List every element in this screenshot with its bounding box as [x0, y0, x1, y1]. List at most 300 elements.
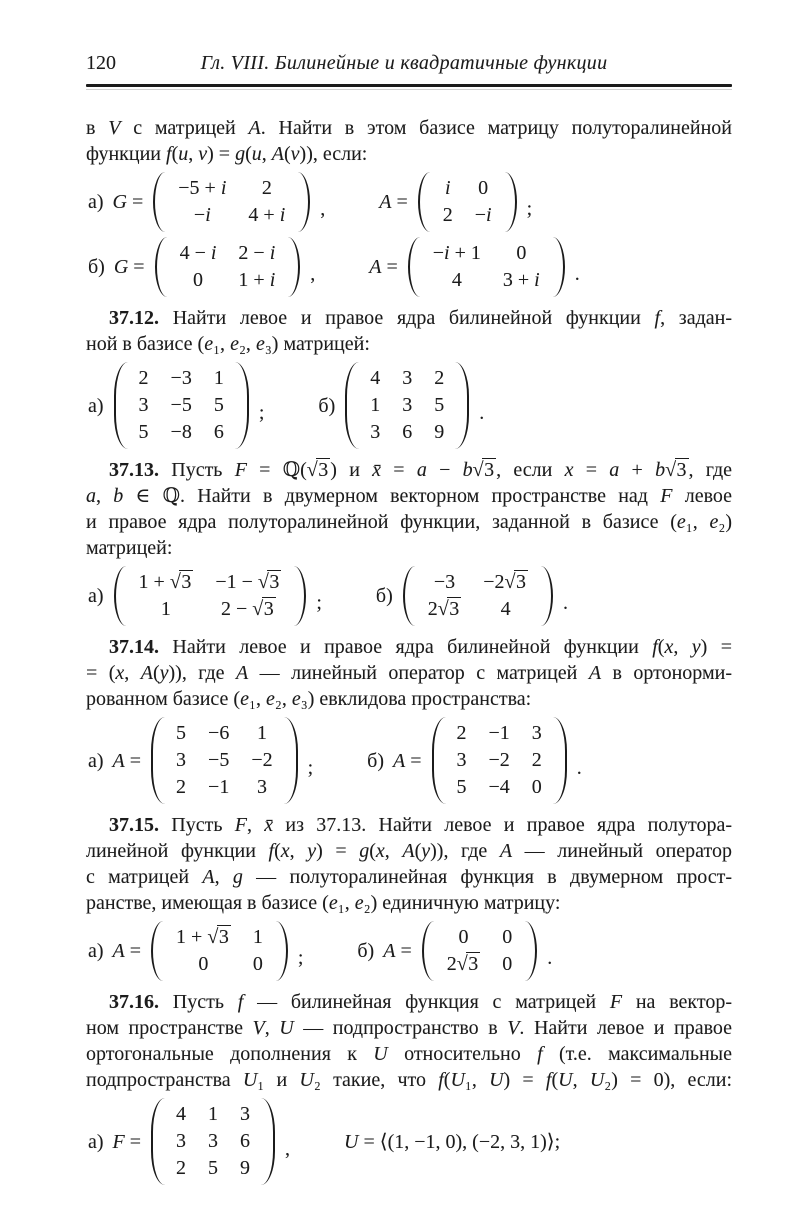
matrix-cell: 1 + i — [238, 269, 276, 291]
matrix — [153, 172, 310, 232]
math-var: U — [344, 1130, 359, 1153]
math-var: e — [204, 333, 214, 355]
matrix-cell: 5 — [208, 1157, 219, 1179]
left-paren-icon — [114, 566, 128, 626]
left-paren-icon — [345, 362, 359, 449]
text-line — [86, 686, 732, 712]
math-segment — [202, 866, 214, 888]
matrix-grid — [165, 717, 284, 804]
radical: √3 — [504, 571, 527, 593]
matrix-cell: 0 — [252, 953, 263, 975]
text-line — [86, 890, 732, 916]
matrix-cell: 1 + √3 — [176, 926, 229, 948]
right-paren-icon — [551, 237, 565, 297]
math-var: A — [588, 662, 602, 684]
text-segment: рованном базисе — [86, 688, 234, 710]
formula-lhs: A = — [379, 191, 408, 213]
math-var: u — [178, 143, 189, 165]
formula-lhs: U = ⟨(1, −1, 0), (−2, 3, 1)⟩; — [344, 1130, 561, 1153]
math-var: U — [489, 1069, 504, 1091]
math-var: U — [589, 1069, 605, 1091]
formula-group — [88, 921, 303, 981]
formula-lhs: A = — [393, 749, 422, 772]
text-segment: — подпространство в — [293, 1017, 508, 1039]
matrix-grid — [165, 1098, 261, 1185]
paragraph — [86, 989, 732, 1093]
math-segment — [233, 866, 243, 888]
matrix — [151, 1098, 275, 1185]
formula-group — [367, 717, 582, 804]
formula-punct: . — [479, 401, 485, 424]
math-var: x — [115, 662, 125, 684]
math-var: g — [359, 840, 370, 862]
matrix-cell: 3 — [208, 1130, 219, 1152]
matrix-cell: 1 — [160, 598, 171, 620]
page-number: 120 — [86, 52, 116, 74]
matrix-cell: 5 — [213, 394, 224, 416]
math-var: i — [534, 269, 540, 291]
math-var: v — [198, 143, 208, 165]
right-paren-icon — [261, 1098, 275, 1185]
math-var: U — [279, 1017, 294, 1039]
math-segment — [236, 662, 248, 684]
text-line — [86, 115, 732, 141]
text-segment: функции — [86, 143, 166, 165]
problem-number: 37.13. — [109, 459, 159, 481]
text-segment: из 37.13. Найти левое и правое ядра полутора- — [273, 814, 732, 836]
text-line — [86, 331, 732, 357]
text-segment: евклидова пространства: — [314, 688, 532, 710]
matrix-cell: 1 — [256, 722, 267, 744]
matrix-cell: 0 — [478, 177, 489, 199]
math-var: A — [383, 940, 396, 962]
formula-group — [88, 237, 315, 297]
item-label: а) — [88, 940, 104, 962]
matrix-cell: 5 — [138, 421, 149, 443]
right-paren-icon — [235, 362, 249, 449]
math-var: e — [676, 511, 686, 533]
radicand: 3 — [449, 598, 460, 620]
formula-punct: ; — [316, 592, 322, 614]
text-segment: , задан- — [660, 307, 732, 329]
page-content — [86, 115, 732, 1185]
matrix-cell: 5 — [456, 776, 467, 798]
formula-punct: , — [320, 198, 326, 220]
matrix-grid — [422, 237, 551, 297]
matrix-cell: 2 — [434, 367, 445, 389]
matrix — [151, 717, 298, 804]
text-segment: ранстве, имеющая в базисе — [86, 892, 323, 914]
formula-punct: . — [547, 947, 553, 969]
text-segment: Пусть — [159, 459, 235, 481]
matrix-cell: 0 — [198, 953, 209, 975]
math-var: A — [112, 940, 125, 962]
radical: √3 — [456, 953, 479, 975]
text-line — [86, 989, 732, 1015]
math-segment: x̄ = a − b√3 — [372, 459, 495, 481]
text-line — [86, 1067, 732, 1093]
matrix-grid — [165, 921, 274, 981]
matrix-cell: 3 — [240, 1103, 251, 1125]
matrix-cell — [434, 175, 462, 202]
matrix-grid — [432, 172, 503, 232]
running-title: Гл. VIII. Билинейные и квадратичные функции — [200, 52, 608, 74]
math-var: f — [237, 991, 244, 1013]
math-var: g — [235, 143, 246, 165]
radicand: 3 — [263, 598, 274, 620]
item-label: а) — [88, 191, 104, 213]
math-var: F — [234, 814, 247, 836]
math-var: e — [328, 892, 338, 914]
text-segment: матрицей: — [278, 333, 370, 355]
formula-row — [88, 921, 732, 981]
matrix-cell: 1 — [252, 926, 263, 948]
formula-lhs: A = — [112, 749, 142, 772]
text-segment: , если: — [312, 143, 368, 165]
matrix-grid — [417, 566, 539, 626]
left-paren-icon — [408, 237, 422, 297]
radicand: 3 — [218, 926, 229, 948]
formula-punct: ; — [258, 401, 265, 424]
formula-row — [88, 566, 732, 626]
math-segment: (e₁, e₂, e₃) — [233, 688, 315, 710]
text-line — [86, 535, 732, 561]
math-segment: x = a + b√3 — [564, 459, 687, 481]
matrix-cell: 2 — [176, 1157, 187, 1179]
math-segment — [108, 117, 120, 139]
math-var: a — [86, 485, 96, 507]
text-segment: , где — [688, 459, 733, 481]
matrix-grid — [446, 717, 553, 804]
math-segment — [373, 1043, 387, 1065]
matrix-cell: 3 — [531, 722, 542, 744]
math-segment: f(x, y) = g(x, A(y)) — [268, 840, 444, 862]
matrix-cell: 9 — [434, 421, 445, 443]
formula-punct: . — [563, 592, 569, 614]
matrix-cell: 2√3 — [446, 953, 479, 975]
math-var: i — [444, 177, 451, 199]
formula-lhs: G = — [113, 256, 145, 278]
problem-number: 37.16. — [109, 991, 159, 1013]
matrix — [114, 566, 307, 626]
radical: √3 — [306, 459, 329, 481]
formula-punct: ; — [307, 756, 314, 779]
text-segment: . Найти в двумерном векторном пространстве над — [180, 485, 661, 507]
matrix — [114, 362, 249, 449]
matrix-cell: −1 — [208, 776, 230, 798]
paragraph — [86, 634, 732, 712]
matrix-cell: 3 — [402, 394, 413, 416]
math-var: U — [558, 1069, 573, 1091]
right-paren-icon — [286, 237, 300, 297]
math-var: G — [112, 191, 127, 213]
math-segment — [589, 662, 601, 684]
item-label: б) — [375, 585, 393, 607]
radicand: 3 — [318, 459, 329, 481]
item-label: а) — [88, 749, 104, 772]
left-paren-icon — [151, 717, 165, 804]
text-segment: ортогональные дополнения к — [86, 1043, 374, 1065]
matrix-cell: −5 — [170, 394, 192, 416]
math-var: A — [140, 662, 153, 684]
formula-row — [88, 1098, 732, 1185]
left-paren-icon — [151, 1098, 165, 1185]
text-segment: . Найти в этом базисе матрицу полуторалинейной — [260, 117, 732, 139]
left-paren-icon — [151, 921, 165, 981]
matrix-cell: 4 — [176, 1103, 187, 1125]
math-segment: a, b ∈ ℚ — [86, 485, 181, 507]
math-var: A — [379, 191, 392, 213]
text-segment: , если — [496, 459, 565, 481]
matrix-cell: 2 − √3 — [220, 598, 274, 620]
item-label: а) — [88, 1130, 104, 1153]
math-var: x — [564, 459, 574, 481]
formula-punct: , — [285, 1137, 291, 1160]
math-segment: U₂ — [299, 1069, 321, 1091]
item-label: б) — [367, 749, 385, 772]
matrix — [151, 921, 288, 981]
matrix-cell: 5 — [434, 394, 445, 416]
item-label: б) — [318, 394, 336, 417]
math-var: e — [354, 892, 364, 914]
problem-number: 37.15. — [109, 814, 159, 836]
matrix — [403, 566, 553, 626]
math-segment: (e₁, e₂) — [670, 511, 732, 533]
math-var: e — [230, 333, 239, 355]
radicand: 3 — [676, 459, 687, 481]
matrix — [422, 921, 537, 981]
math-var: e — [265, 688, 275, 710]
math-var: y — [421, 840, 431, 862]
math-var: x̄ — [372, 459, 382, 481]
math-var: V — [108, 117, 121, 139]
matrix-cell: 3 — [176, 749, 187, 771]
text-segment: (т.е. максимальные — [542, 1043, 732, 1065]
right-paren-icon — [503, 172, 517, 232]
right-paren-icon — [455, 362, 469, 449]
math-segment: f(U₁, U) = f(U, U₂) = 0) — [438, 1069, 671, 1091]
text-segment: единичную матрицу: — [377, 892, 561, 914]
text-segment: — билинейная функция с матрицей — [243, 991, 610, 1013]
math-segment: = (x, A(y)) — [86, 662, 182, 684]
math-segment: (e₁, e₂, e₃) — [197, 333, 279, 355]
math-var: a — [416, 459, 427, 481]
math-var: V — [252, 1017, 265, 1039]
math-segment — [610, 991, 622, 1013]
math-var: F — [660, 485, 673, 507]
matrix-cell: 4 — [370, 367, 381, 389]
math-var: i — [210, 242, 217, 264]
text-segment: на вектор- — [622, 991, 732, 1013]
math-var: i — [220, 177, 227, 199]
formula-group — [88, 172, 325, 232]
matrix-cell: 0 — [502, 953, 513, 975]
math-segment — [500, 840, 512, 862]
radical: √3 — [257, 571, 280, 593]
formula-lhs: F = — [112, 1130, 142, 1153]
math-segment — [507, 1017, 519, 1039]
math-var: y — [159, 662, 169, 684]
text-segment: ной в базисе — [86, 333, 198, 355]
math-segment: F, x̄ — [234, 814, 274, 836]
math-var: U — [299, 1069, 314, 1091]
matrix-cell: 2√3 — [427, 598, 460, 620]
math-var: i — [269, 242, 276, 264]
text-segment: в — [86, 117, 109, 139]
matrix-cell: 9 — [240, 1157, 251, 1179]
math-var: f — [537, 1043, 543, 1065]
matrix-cell: 3 — [176, 1130, 187, 1152]
text-segment: , где — [443, 840, 500, 862]
text-segment: ном пространстве — [86, 1017, 253, 1039]
paragraph — [86, 457, 732, 561]
math-var: U — [242, 1069, 258, 1091]
radicand: 3 — [516, 571, 527, 593]
text-segment: относительно — [387, 1043, 538, 1065]
item-label: а) — [88, 585, 104, 607]
radical: √3 — [207, 926, 229, 948]
formula-group — [88, 717, 313, 804]
formula-punct: ; — [526, 198, 533, 220]
right-paren-icon — [284, 717, 298, 804]
left-paren-icon — [114, 362, 128, 449]
text-segment: с матрицей — [120, 117, 249, 139]
matrix-cell: −2 — [251, 749, 273, 771]
math-var: f — [438, 1069, 444, 1091]
formula-group — [379, 172, 532, 232]
math-var: i — [279, 204, 286, 226]
radicand: 3 — [181, 571, 192, 593]
math-var: F — [234, 459, 247, 481]
matrix-cell: 3 + i — [502, 269, 540, 291]
paragraph — [86, 115, 732, 167]
matrix-grid — [128, 566, 293, 626]
matrix-cell: 0 — [458, 926, 469, 948]
math-var: a — [609, 459, 620, 481]
text-segment: , если: — [670, 1069, 733, 1091]
matrix-cell: 2 − i — [238, 242, 276, 264]
math-var: U — [373, 1043, 388, 1065]
math-var: f — [268, 840, 275, 862]
matrix-cell: 2 — [531, 749, 542, 771]
right-paren-icon — [539, 566, 553, 626]
matrix-grid — [359, 362, 455, 449]
formula-row — [88, 717, 732, 804]
right-paren-icon — [296, 172, 310, 232]
math-var: f — [166, 143, 172, 165]
matrix-cell: 1 — [213, 367, 224, 389]
math-var: u — [251, 143, 262, 165]
formula-row — [88, 362, 732, 449]
math-var: g — [232, 866, 243, 888]
matrix-cell: 4 − i — [179, 242, 217, 264]
math-segment — [279, 1017, 293, 1039]
math-segment — [249, 117, 261, 139]
matrix-cell: 6 — [240, 1130, 251, 1152]
text-segment: Пусть — [159, 814, 235, 836]
matrix-cell: −5 + i — [178, 177, 227, 199]
math-var: A — [393, 749, 406, 772]
math-segment: (e₁, e₂) — [322, 892, 378, 914]
matrix-grid — [436, 921, 523, 981]
math-segment: F = ℚ(√3 ) — [234, 459, 337, 481]
math-var: b — [113, 485, 124, 507]
matrix-cell: 1 + √3 — [138, 571, 192, 593]
problem-number: 37.14. — [109, 636, 159, 658]
matrix-cell: 3 — [456, 749, 467, 771]
problem-number: 37.12. — [109, 307, 159, 329]
matrix-grid — [169, 237, 287, 297]
text-line — [86, 483, 732, 509]
matrix-cell: 4 + i — [248, 204, 286, 226]
math-var: U — [450, 1069, 465, 1091]
math-var: v — [290, 143, 300, 165]
matrix-cell: 1 — [208, 1103, 219, 1125]
matrix-cell: 3 — [370, 421, 381, 443]
matrix — [155, 237, 301, 297]
text-segment: левое — [672, 485, 732, 507]
math-var: f — [545, 1069, 552, 1091]
matrix-cell: −2√3 — [483, 571, 527, 593]
formula-group — [88, 1098, 290, 1185]
text-line — [86, 141, 732, 167]
text-line — [86, 457, 732, 483]
math-var: x — [375, 840, 385, 862]
math-var: i — [269, 269, 276, 291]
formula-punct: . — [574, 263, 580, 285]
right-paren-icon — [553, 717, 567, 804]
text-segment: , — [214, 866, 233, 888]
matrix-cell: 2 — [138, 367, 149, 389]
text-segment: подпространства — [86, 1069, 243, 1091]
matrix-cell: −3 — [433, 571, 456, 593]
math-var: A — [202, 866, 215, 888]
formula-punct: ; — [297, 947, 304, 969]
matrix-cell: −6 — [208, 722, 230, 744]
math-var: i — [205, 204, 211, 226]
item-label: б) — [357, 940, 375, 962]
formula-group — [344, 1129, 560, 1155]
text-line — [86, 305, 732, 331]
matrix-cell: 0 — [516, 242, 527, 264]
formula-group — [88, 362, 264, 449]
math-var: A — [112, 749, 125, 772]
formula-group — [376, 566, 568, 626]
math-segment: f(x, y) = — [652, 636, 732, 658]
math-segment: U₁ — [242, 1069, 265, 1091]
text-segment: . Найти левое и правое — [519, 1017, 733, 1039]
matrix-cell: 2 — [176, 776, 187, 798]
text-line — [86, 812, 732, 838]
matrix-cell: 3 — [138, 394, 149, 416]
text-segment: и — [264, 1069, 300, 1091]
text-segment: — линейный оператор — [512, 840, 733, 862]
text-line — [86, 1041, 732, 1067]
matrix-cell: 4 — [451, 269, 462, 291]
math-var: i — [444, 242, 450, 264]
text-segment: Найти левое и правое ядра билинейной функции — [159, 307, 655, 329]
math-var: x — [280, 840, 290, 862]
math-var: x — [664, 636, 674, 658]
math-var: F — [609, 991, 623, 1013]
math-var: e — [240, 688, 249, 710]
left-paren-icon — [155, 237, 169, 297]
math-segment — [660, 485, 672, 507]
matrix-cell: 1 — [370, 394, 381, 416]
text-line — [86, 509, 732, 535]
math-var: V — [507, 1017, 520, 1039]
right-paren-icon — [523, 921, 537, 981]
